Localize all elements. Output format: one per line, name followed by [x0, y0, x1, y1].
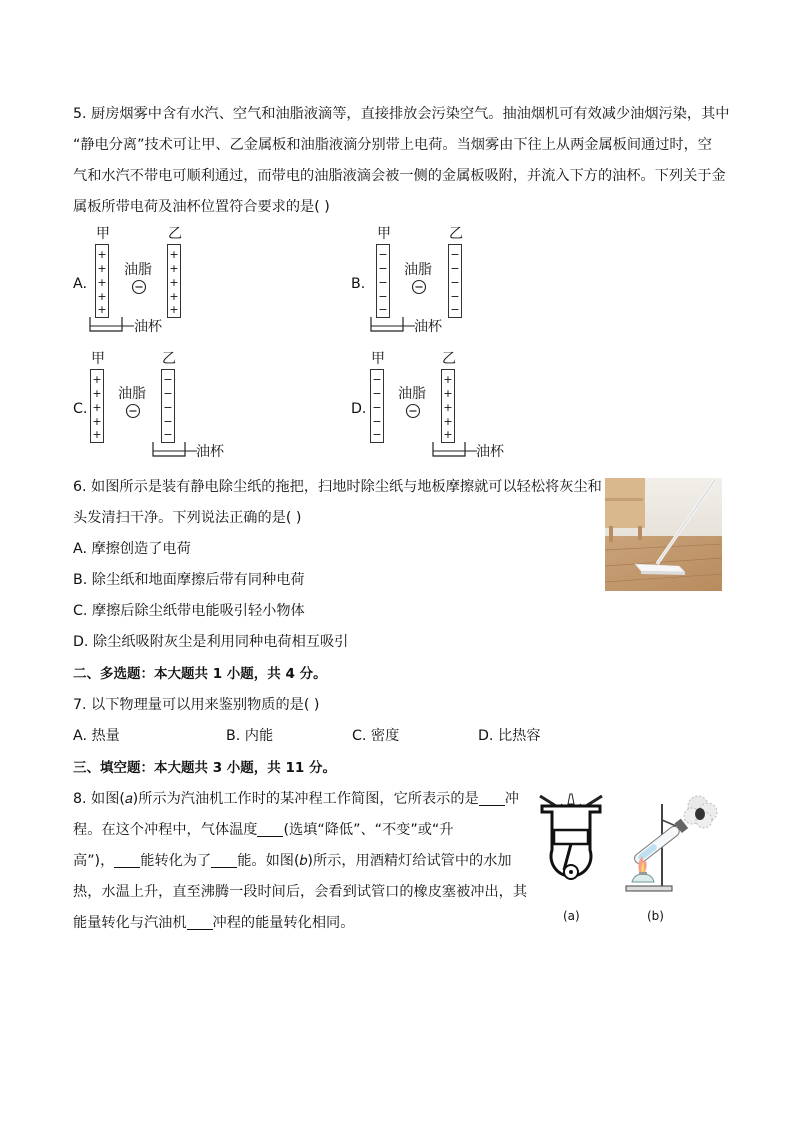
- answer-blank[interactable]: [114, 853, 140, 868]
- oil-cup-label: 油杯: [476, 444, 504, 460]
- q8-line-2: 程。在这个冲程中，气体温度 (选填“降低”、“不变”或“升: [73, 822, 454, 838]
- q6-option-a[interactable]: A. 摩擦创造了电荷: [73, 541, 191, 557]
- q8-line-4: 热，水温上升，直至沸腾一段时间后，会看到试管口的橡皮塞被冲出，其: [73, 884, 528, 900]
- plate-yi: + + + + +: [167, 244, 181, 318]
- grease-label: 油脂: [398, 386, 426, 402]
- q5-line-4: 属板所带电荷及油杯位置符合要求的是( ): [73, 199, 330, 215]
- q7-option-a[interactable]: A. 热量: [73, 728, 120, 744]
- plate-jia-label: 甲: [91, 351, 105, 367]
- plate-jia: − − − − −: [370, 369, 384, 443]
- engine-cylinder-icon: [534, 788, 614, 900]
- grease-droplet-icon: [131, 279, 147, 295]
- plate-yi-label: 乙: [449, 226, 463, 242]
- q5-line-1: 5. 厨房烟雾中含有水汽、空气和油脂液滴等，直接排放会污染空气。抽油烟机可有效减少油烟污染，其中: [73, 106, 730, 122]
- oil-cup-label: 油杯: [196, 444, 224, 460]
- plate-yi-label: 乙: [442, 351, 456, 367]
- q8-line-5: 能量转化与汽油机 冲程的能量转化相同。: [73, 915, 355, 931]
- q6-option-b[interactable]: B. 除尘纸和地面摩擦后带有同种电荷: [73, 572, 305, 588]
- option-label: A.: [73, 276, 87, 292]
- oil-cup-icon: [369, 316, 417, 334]
- q8-line-3: 高”)， 能转化为了 能。如图(𝑏)所示，用酒精灯给试管中的水加: [73, 853, 512, 869]
- oil-cup-icon: [88, 316, 136, 334]
- option-label: C.: [73, 401, 88, 417]
- grease-droplet-icon: [405, 403, 421, 419]
- q7-option-b[interactable]: B. 内能: [226, 728, 274, 744]
- q7-option-c[interactable]: C. 密度: [352, 728, 400, 744]
- answer-blank[interactable]: [187, 915, 213, 930]
- mop-photo: [605, 478, 722, 591]
- plate-jia: + + + + +: [90, 369, 104, 443]
- option-label: D.: [351, 401, 367, 417]
- q5-line-2: “静电分离”技术可让甲、乙金属板和油脂液滴分别带上电荷。当烟雾由下往上从两金属板间通过时，空: [73, 137, 712, 153]
- plate-jia-label: 甲: [377, 226, 391, 242]
- plate-yi: − − − − −: [448, 244, 462, 318]
- grease-droplet-icon: [411, 279, 427, 295]
- q5-line-3: 气和水汽不带电可顺利通过，而带电的油脂液滴会被一侧的金属板吸附，并流入下方的油杯。下列关于金: [73, 168, 726, 184]
- q7-option-d[interactable]: D. 比热容: [478, 728, 541, 744]
- oil-cup-label: 油杯: [414, 319, 442, 335]
- section-2-heading: 二、多选题：本大题共 1 小题，共 4 分。: [73, 666, 327, 682]
- q8-line-1: 8. 如图(𝑎)所示为汽油机工作时的某冲程工作简图，它所表示的是 冲: [73, 791, 519, 807]
- answer-blank[interactable]: [479, 791, 505, 806]
- grease-droplet-icon: [125, 403, 141, 419]
- plate-jia-label: 甲: [96, 226, 110, 242]
- grease-label: 油脂: [118, 386, 146, 402]
- figure-a-caption: (a): [563, 909, 580, 923]
- test-tube-heating-icon: [612, 790, 724, 902]
- q7-stem: 7. 以下物理量可以用来鉴别物质的是( ): [73, 697, 320, 713]
- oil-cup-icon: [431, 441, 479, 459]
- q6-line-1: 6. 如图所示是装有静电除尘纸的拖把，扫地时除尘纸与地板摩擦就可以轻松将灰尘和: [73, 479, 602, 495]
- answer-blank[interactable]: [211, 853, 237, 868]
- grease-label: 油脂: [404, 262, 432, 278]
- q6-line-2: 头发清扫干净。下列说法正确的是( ): [73, 510, 302, 526]
- q6-option-c[interactable]: C. 摩擦后除尘纸带电能吸引轻小物体: [73, 603, 305, 619]
- plate-yi-label: 乙: [168, 226, 182, 242]
- q6-option-d[interactable]: D. 除尘纸吸附灰尘是利用同种电荷相互吸引: [73, 634, 349, 650]
- plate-jia: + + + + +: [95, 244, 109, 318]
- option-label: B.: [351, 276, 366, 292]
- plate-yi: − − − − −: [161, 369, 175, 443]
- section-3-heading: 三、填空题：本大题共 3 小题，共 11 分。: [73, 760, 336, 776]
- plate-yi-label: 乙: [162, 351, 176, 367]
- grease-label: 油脂: [124, 262, 152, 278]
- plate-yi: + + + + +: [441, 369, 455, 443]
- oil-cup-icon: [151, 441, 199, 459]
- plate-jia: − − − − −: [376, 244, 390, 318]
- oil-cup-label: 油杯: [134, 319, 162, 335]
- figure-b-caption: (b): [647, 909, 664, 923]
- plate-jia-label: 甲: [371, 351, 385, 367]
- answer-blank[interactable]: [257, 822, 283, 837]
